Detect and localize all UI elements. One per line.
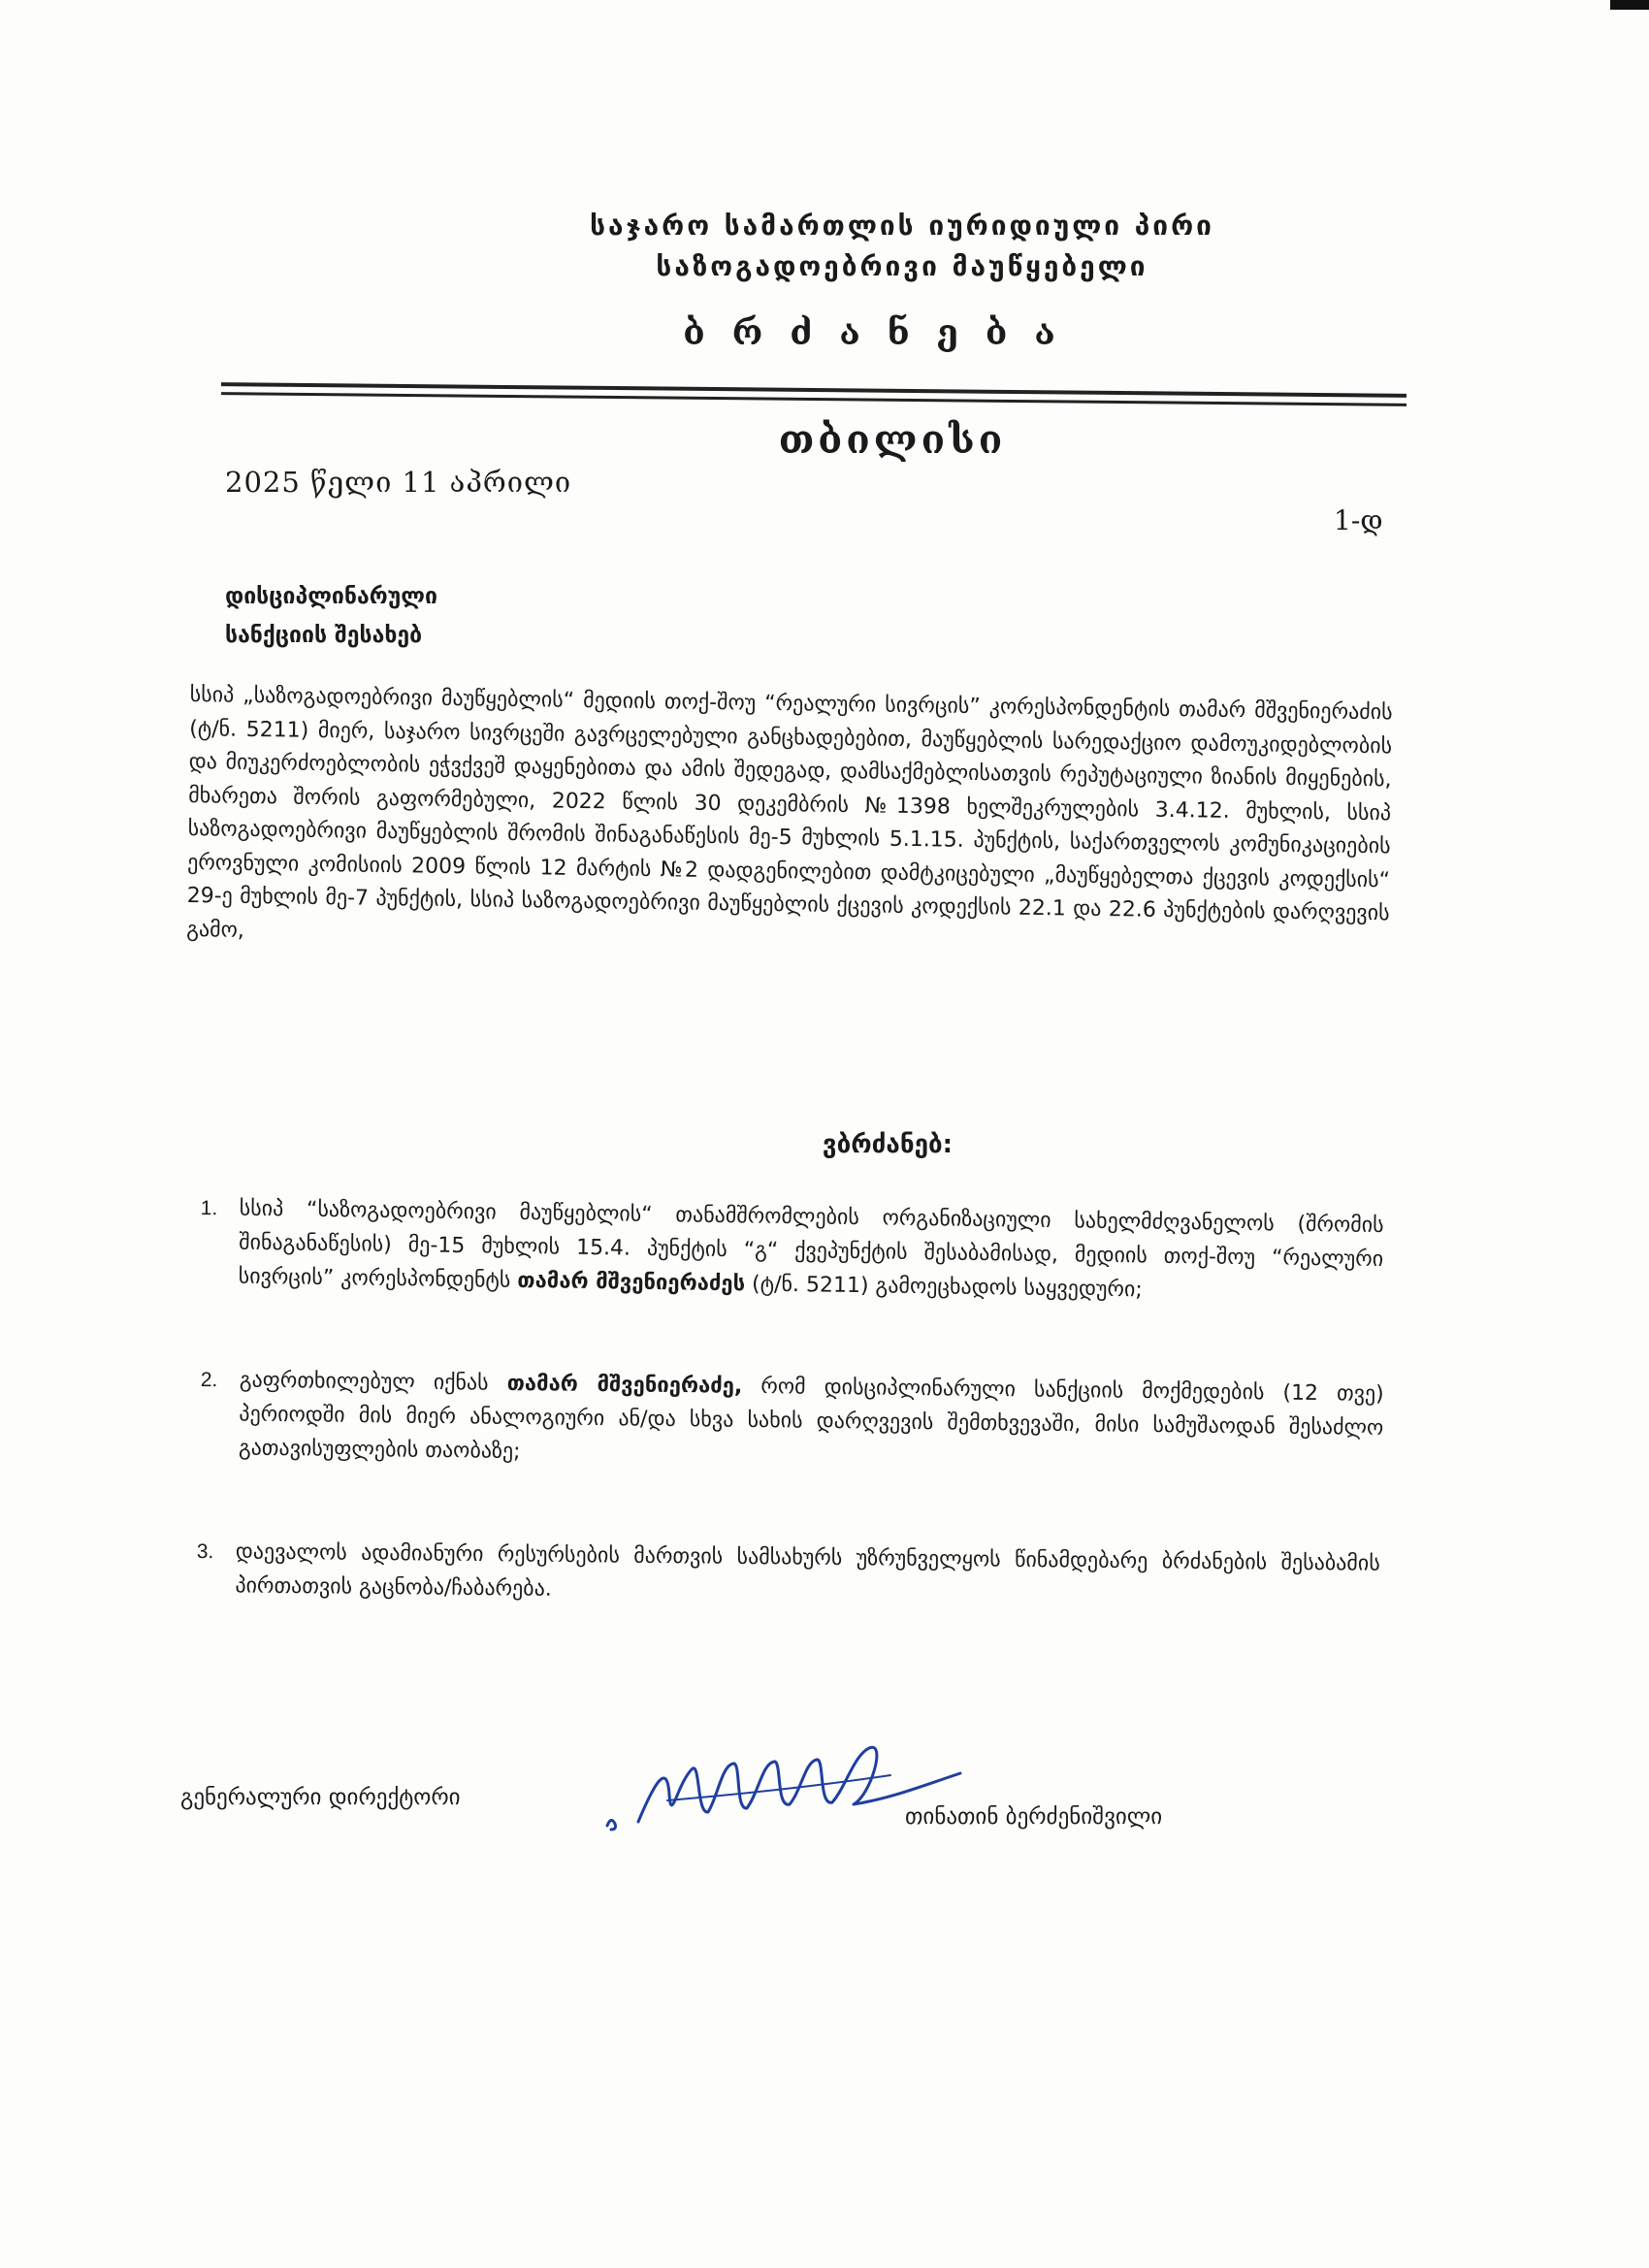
order-item-text: დაევალოს ადამიანური რესურსების მართვის სამსახურს უზრუნველყოს წინამდებარე ბრძანების შესაბამის პირთათვის გაცნობა/ჩაბარება. [235,1539,1380,1602]
subject-line-2: სანქციის შესახებ [225,623,423,648]
scan-edge-mark [1610,0,1649,10]
order-item-number: 3. [196,1539,214,1564]
employee-name: თამარ მშვენიერაძე, [506,1371,743,1399]
order-item [196,1535,1385,1602]
subject-block [225,577,437,655]
order-item-number: 2. [200,1368,218,1392]
subject-line-1: დისციპლინარული [225,584,437,609]
city-name: თბილისი [778,417,1007,463]
order-item [200,1191,1389,1303]
preamble-paragraph: სსიპ „საზოგადოებრივი მაუწყებლის“ მედიის თოქ-შოუ “რეალური სივრცის” კორესპონდენტის თამარ მშვენიერაძის (ტ/ნ. 5211) მიერ, საჯარო სივრცეში გავრცელებული განცხადებებით, მაუწყებლის სარედაქციო დამოუკიდებლობის და მიუკერძოებლობის ეჭვქვეშ დაყენებითა და ამის შედეგად, დამსაქმებლისათვის რეპუტაციული ზიანის მიყენების, მხარეთა შორის გაფორმებული, 2022 წლის 30 დეკემბრის №1398 ხელშეკრულების 3.4.12. მუხლის, სსიპ საზოგადოებრივი მაუწყებლის შრომის შინაგანაწესის მე-5 მუხლის 5.1.15. პუნქტის, საქართველოს კომუნიკაციების ეროვნული კომისიის 2009 წლის 12 მარტის №2 დადგენილებით დამტკიცებული „მაუწყებელთა ქცევის კოდექსის“ 29-ე მუხლის მე-7 პუნქტის, სსიპ საზოგადოებრივი მაუწყებლის ქცევის კოდექსის 22.1 და 22.6 პუნქტების დარღვევის გამო, [185,682,1393,943]
document-date: 2025 წელი 11 აპრილი [225,466,572,499]
order-item-number: 1. [200,1196,218,1220]
order-item-text: სსიპ “საზოგადოებრივი მაუწყებლის“ თანამშრომლების ორგანიზაციული სახელმძღვანელოს (შრომის შინაგანაწესის) მე-15 მუხლის 15.4. პუნქტის “გ“ ქვეპუნქტის შესაბამისად, მედიის თოქ-შოუ “რეალური სივრცის” კორესპონდენტს თამარ მშვენიერაძეს (ტ/ნ. 5211) გამოეცხადოს საყვედური; [238,1196,1384,1303]
handwritten-signature [599,1736,987,1853]
order-item [200,1363,1389,1465]
document-title: ბრძანება [683,312,1083,353]
document-number: 1-დ [1334,504,1383,536]
org-name-line-1: საჯარო სამართლის იურიდიული პირი [590,210,1214,242]
order-heading: ვბრძანებ: [822,1130,954,1159]
letterhead [0,206,1649,287]
org-name-line-2: საზოგადოებრივი მაუწყებელი [656,250,1148,282]
signatory-title: გენერალური დირექტორი [180,1785,461,1810]
order-item-text: გაფრთხილებულ იქნას თამარ მშვენიერაძე, რომ დისციპლინარული სანქციის მოქმედების (12 თვე) პერიოდში მის მიერ ანალოგიური ან/და სხვა სახის დარღვევის შემთხვევაში, მისი სამუშაოდან შესაძლო გათავისუფლების თაობაზე; [238,1368,1384,1465]
employee-name: თამარ მშვენიერაძეს [517,1268,746,1297]
signatory-name: თინათინ ბერძენიშვილი [905,1804,1163,1830]
